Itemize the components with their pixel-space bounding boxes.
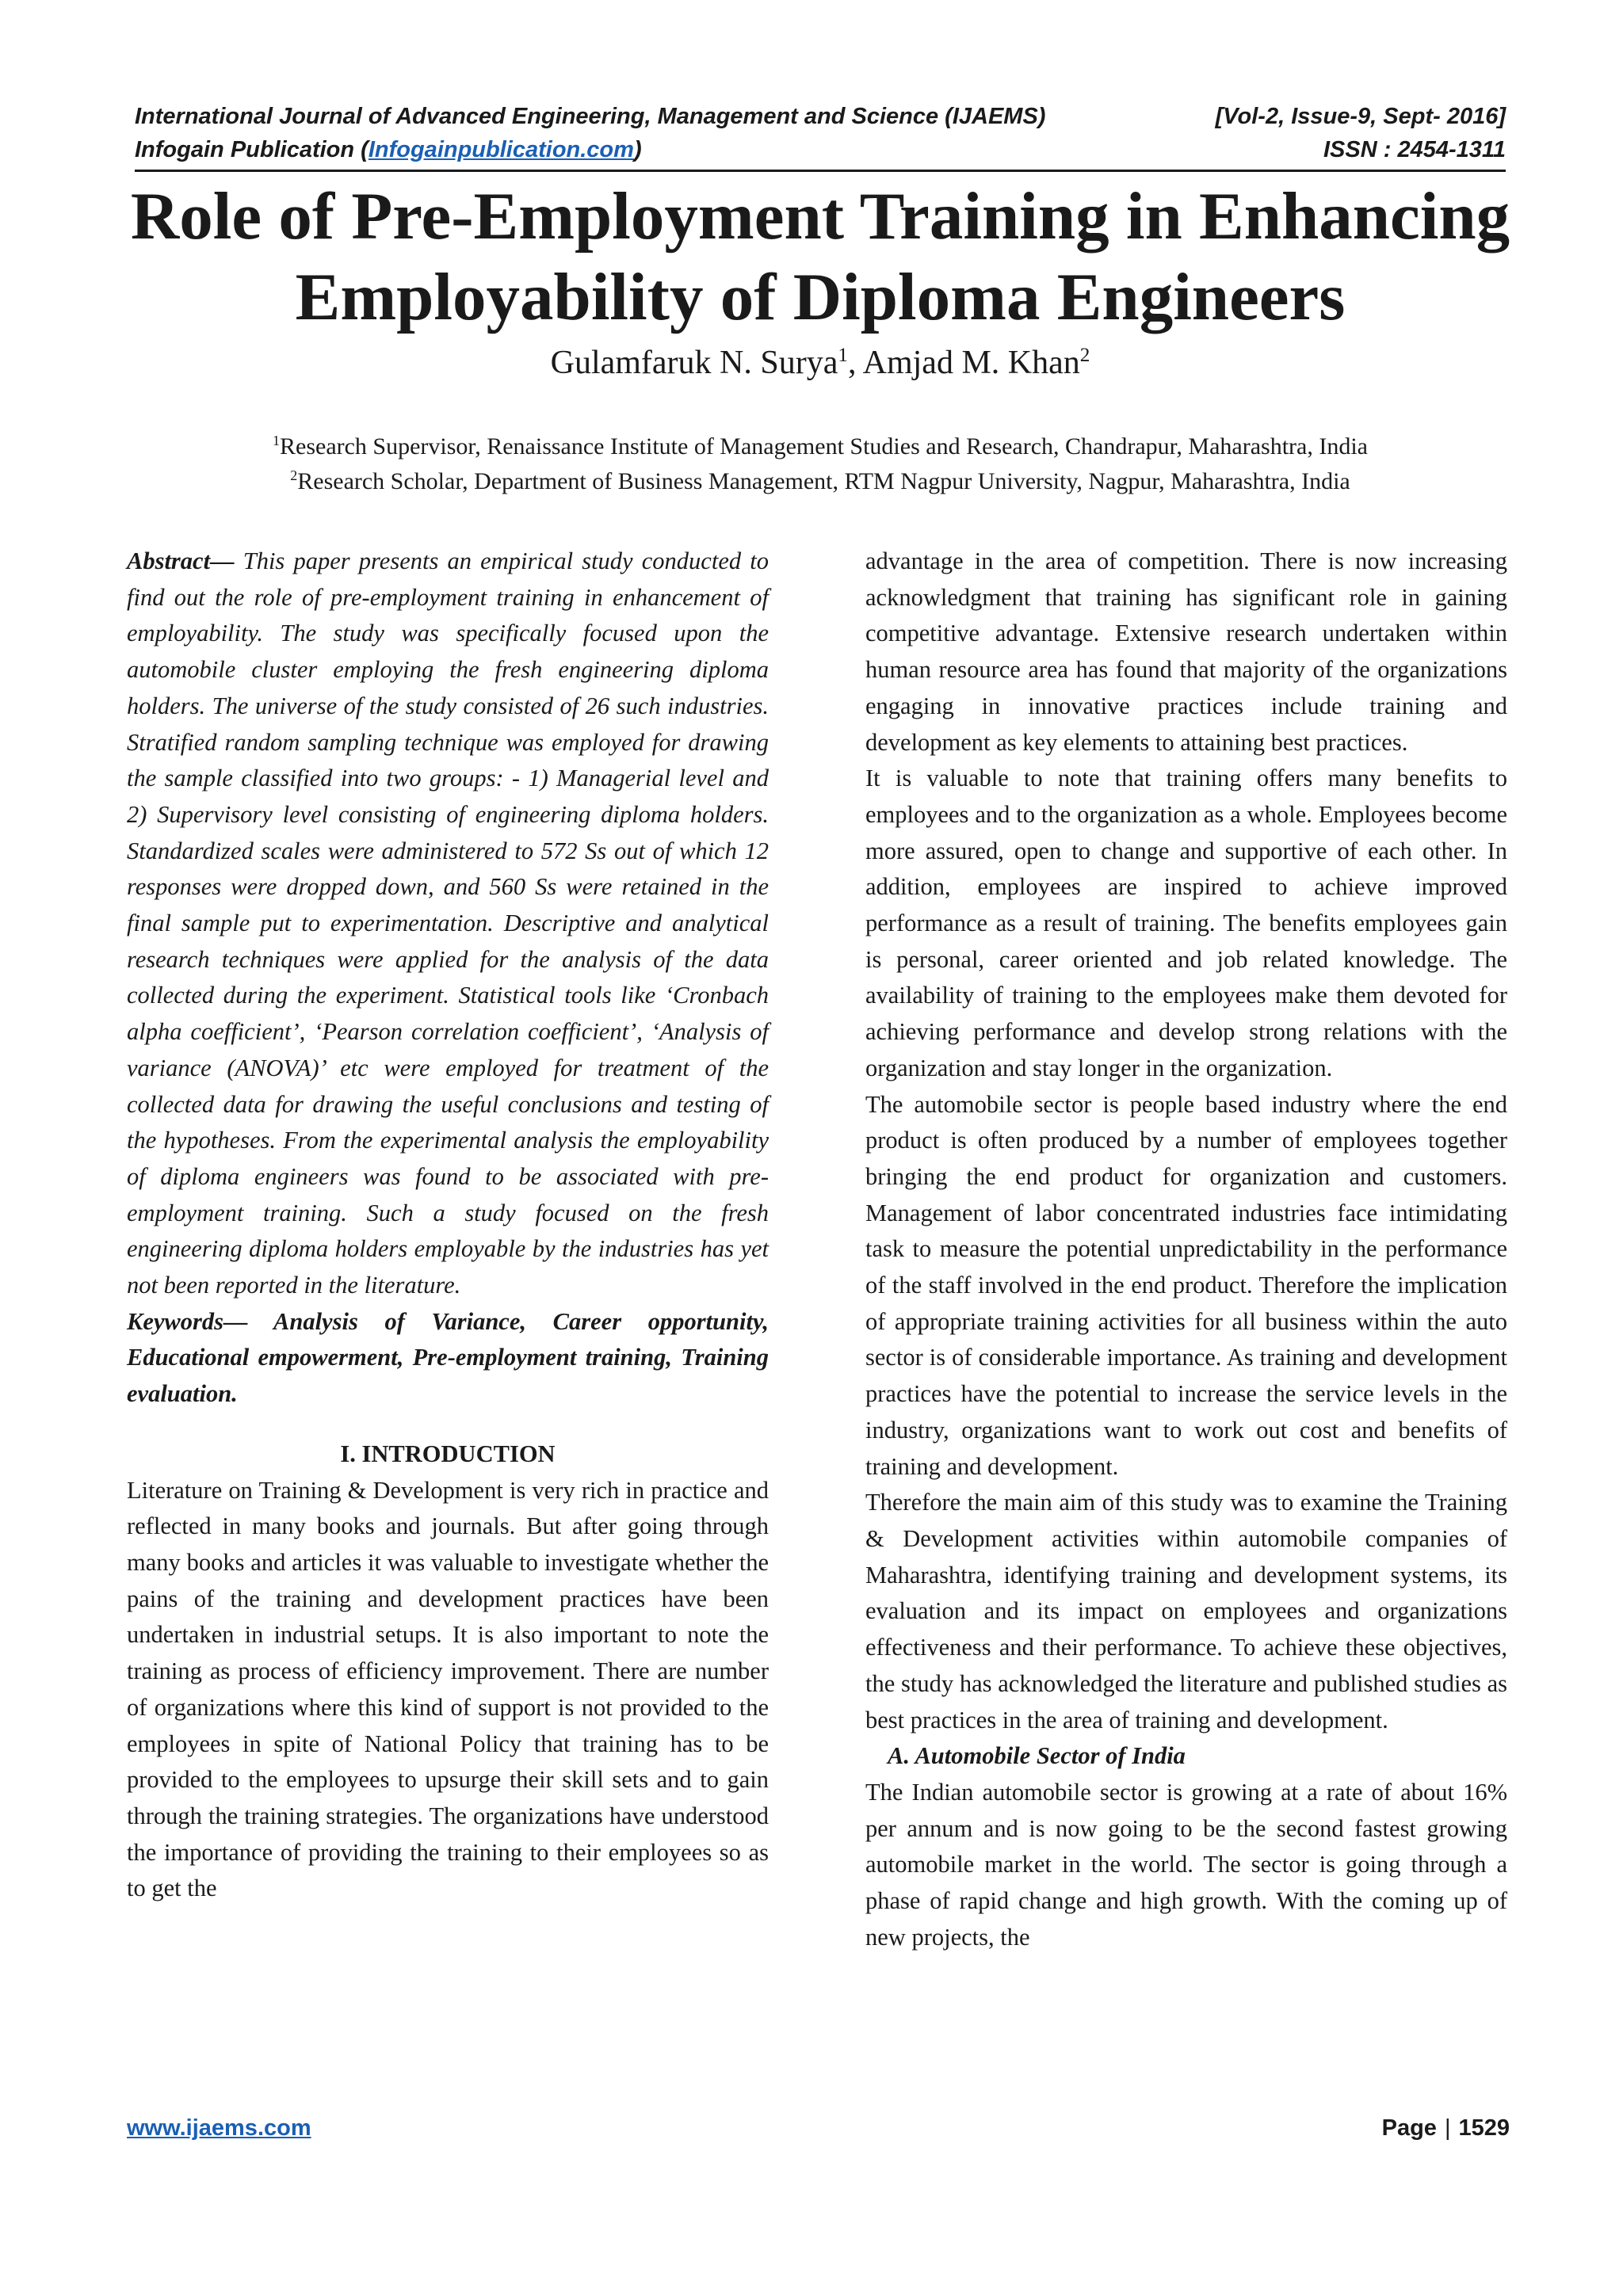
abstract-text: This paper presents an empirical study conducted to find out the role of pre-employment training in enhancement of employability. The study was specifically focused upon the automobile cluster employing the fresh engineering diploma holders. The universe of the study consisted of 26 such industries. Stratified random sampling technique was employed for drawing the sample classified into two groups: - 1) Managerial level and 2) Supervisory level consisting of engineering diploma holders. Standardized scales were administered to 572 Ss out of which 12 responses were dropped down, and 560 Ss were retained in the final sample put to experimentation. Descriptive and analytical research techniques were applied for the analysis of the data collected during the experiment. Statistical tools like ‘Cronbach alpha coefficient’, ‘Pearson correlation coefficient’, ‘Analysis of variance (ANOVA)’ etc were employed for treatment of the collected data for drawing the useful conclusions and testing of the hypotheses. From the experimental analysis the employability of diploma engineers was found to be associated with pre-employment training. Such a study focused on the fresh engineering diploma holders employable by the industries has yet not been reported in the literature. [127, 547, 769, 1299]
page-separator: | [1444, 2115, 1451, 2141]
title-line-1: Role of Pre-Employment Training in Enhancing [130, 179, 1510, 254]
section-heading-introduction: I. INTRODUCTION [340, 1440, 556, 1467]
issn: ISSN : 2454-1311 [1323, 137, 1506, 162]
intro-paragraph-1-continued: advantage in the area of competition. There is now increasing acknowledgment that training has significant role in gaining competitive advantage. Extensive research undertaken within human resource area has found that majority of the organizations engaging in innovative practices include training and development as key elements to attaining best practices. [865, 547, 1507, 756]
publisher-suffix: ) [633, 137, 642, 162]
affiliation-1-mark: 1 [273, 433, 280, 448]
page-label: Page [1381, 2115, 1437, 2141]
affiliations [119, 429, 1522, 499]
title-line-2: Employability of Diploma Engineers [295, 260, 1346, 334]
keywords: Keywords— Analysis of Variance, Career opportunity, Educational empowerment, Pre-employment training, Training evaluation. [127, 1307, 769, 1408]
publisher-link[interactable]: Infogainpublication.com [368, 137, 634, 162]
left-column [127, 543, 769, 1907]
subsection-heading-automobile-sector: A. Automobile Sector of India [888, 1742, 1186, 1770]
affiliation-2 [119, 464, 1522, 499]
header-row-2 [135, 133, 1506, 166]
automobile-paragraph-1: The Indian automobile sector is growing at a rate of about 16% per annum and is now going to be the second fastest growing automobile market in the world. The sector is going through a phase of rapid change and high growth. With the coming up of new projects, the [865, 1778, 1507, 1951]
author-2-affil-mark: 2 [1079, 345, 1090, 366]
intro-paragraph-2: It is valuable to note that training offers many benefits to employees and to the organization as a whole. Employees become more assured, open to change and supportive of each other. In addition, employees are inspired to achieve improved performance as a result of training. The benefits employees gain is personal, career oriented and job related knowledge. The availability of training to the employees make them devoted for achieving performance and develop strong relations with the organization and stay longer in the organization. [865, 765, 1507, 1081]
author-2: Amjad M. Khan [862, 345, 1080, 381]
page-footer [127, 2112, 1510, 2144]
running-header [135, 100, 1506, 172]
journal-name: International Journal of Advanced Engineering, Management and Science (IJAEMS) [135, 104, 1046, 129]
intro-paragraph-3: The automobile sector is people based industry where the end product is often produced by a number of employees together bringing the end product for organization and customers. Management of labor concentrated industries face intimidating task to measure the potential unpredictability in the performance of the staff involved in the end product. Therefore the implication of appropriate training activities for all business within the auto sector is of considerable importance. As training and development practices have the potential to increase the service levels in the industry, organizations want to work out cost and benefits of training and development. [865, 1090, 1507, 1480]
publisher-prefix: Infogain Publication ( [135, 137, 369, 162]
paper-title [119, 176, 1522, 338]
affiliation-1-text: Research Supervisor, Renaissance Institute of Management Studies and Research, Chandrapur, Maharashtra, India [280, 433, 1368, 460]
page-number-block [1382, 2112, 1510, 2144]
right-column [865, 543, 1507, 1955]
author-1: Gulamfaruk N. Surya [550, 345, 838, 381]
volume-issue: [Vol-2, Issue-9, Sept- 2016] [1215, 104, 1506, 129]
publisher [135, 133, 642, 166]
abstract-label: Abstract— [127, 547, 235, 574]
affiliation-1 [119, 429, 1522, 464]
affiliation-2-mark: 2 [290, 467, 298, 483]
author-separator: , [847, 345, 863, 381]
page-number: 1529 [1458, 2115, 1510, 2141]
author-list [119, 341, 1522, 385]
affiliation-2-text: Research Scholar, Department of Business Management, RTM Nagpur University, Nagpur, Maharashtra, India [297, 468, 1350, 494]
header-row-1 [135, 100, 1506, 133]
author-1-affil-mark: 1 [838, 345, 848, 366]
intro-paragraph-4: Therefore the main aim of this study was to examine the Training & Development activities within automobile companies of Maharashtra, identifying training and development systems, its evaluation and its impact on employees and organizations effectiveness and their performance. To achieve these objectives, the study has acknowledged the literature and published studies as best practices in the area of training and development. [865, 1489, 1507, 1733]
journal-website-link[interactable]: www.ijaems.com [127, 2115, 311, 2141]
intro-paragraph-1: Literature on Training & Development is very rich in practice and reflected in many books and journals. But after going through many books and articles it was valuable to investigate whether the pains of the training and development practices have been undertaken in industrial setups. It is also important to note the training as process of efficiency improvement. There are number of organizations where this kind of support is not provided to the employees in spite of National Policy that training has to be provided to the employees to upsurge their skill sets and to gain through the training strategies. The organizations have understood the importance of providing the training to their employees so as to get the [127, 1476, 769, 1902]
abstract [127, 543, 769, 1304]
